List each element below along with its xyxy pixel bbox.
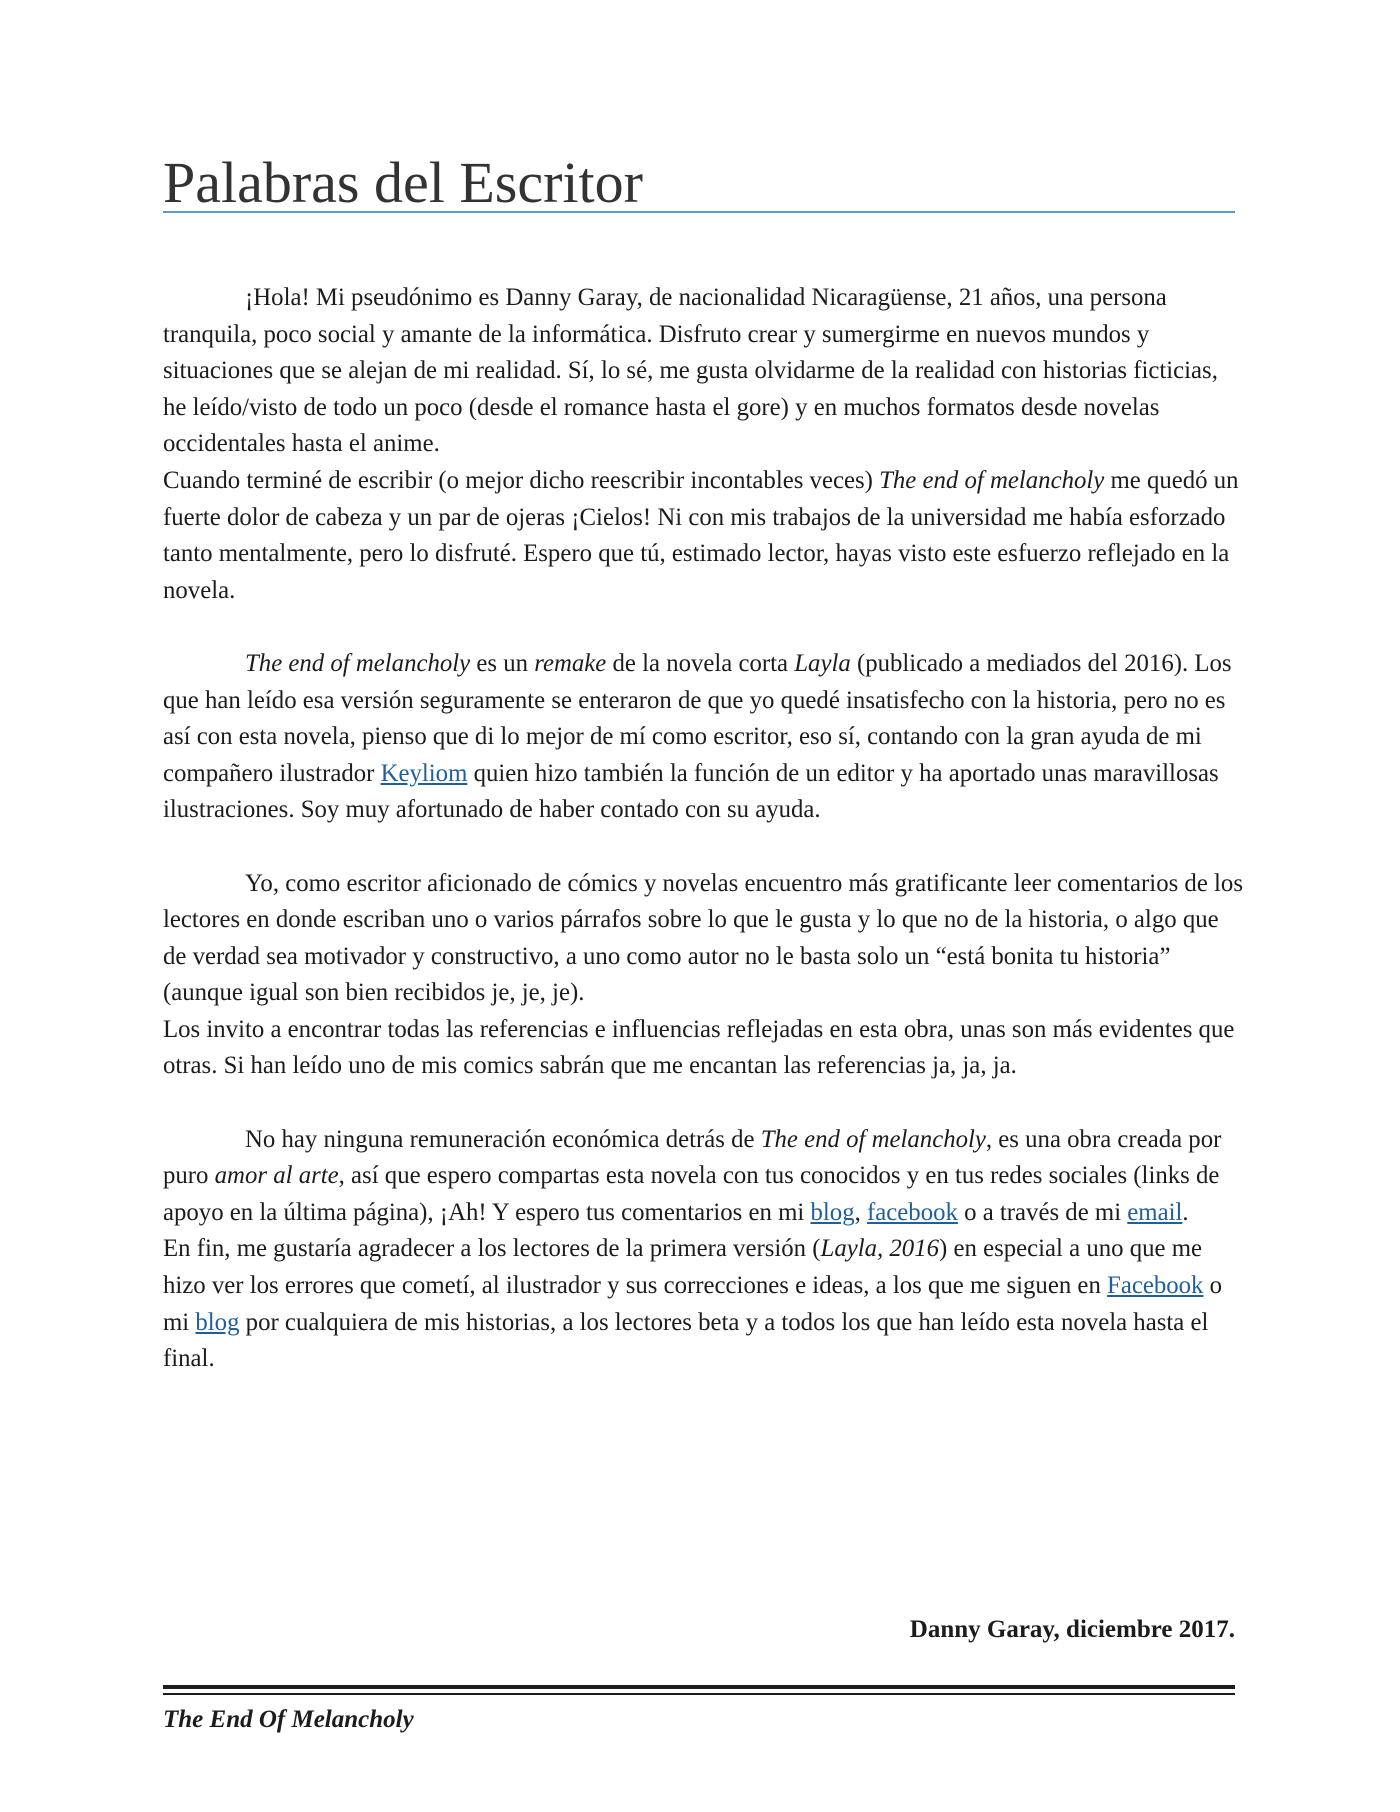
text-span: es un bbox=[470, 649, 535, 677]
page-title: Palabras del Escritor bbox=[163, 150, 643, 215]
layla-2016-italic: Layla, 2016 bbox=[820, 1235, 940, 1263]
text-span: quien hizo también la función de un editor y ha aportado unas maravillosas ilustraciones. Soy muy afortunado de haber contado con su ayuda. bbox=[163, 759, 1219, 824]
text-span: Los invito a encontrar todas las referencias e influencias reflejadas en esta obra, unas son más evidentes que otras. Si han leído uno de mis comics sabrán que me encantan las referencias ja, ja, ja. bbox=[163, 1015, 1235, 1080]
text-span: , bbox=[854, 1198, 868, 1226]
text-span: Yo, como escritor aficionado de cómics y novelas encuentro más gratificante leer comentarios de los lectores en donde escriban uno o varios párrafos sobre lo que le gusta y lo que no de la historia, o algo que de verdad sea motivador y constructivo, a uno como autor no le basta solo un “está bonita tu historia” (aunque igual son bien recibidos je, je, je). bbox=[163, 869, 1243, 1007]
text-span: o a través de mi bbox=[957, 1198, 1128, 1226]
footer-book-title: The End Of Melancholy bbox=[163, 1706, 414, 1733]
paragraph-references bbox=[163, 1012, 1243, 1085]
text-span: Cuando terminé de escribir (o mejor dicho reescribir incontables veces) bbox=[163, 466, 880, 494]
paragraph-thanks bbox=[163, 1231, 1243, 1377]
facebook-link[interactable]: facebook bbox=[867, 1198, 958, 1226]
text-span: ) en especial a uno que me hizo ver los errores que cometí, al ilustrador y sus correcciones e ideas, a los que me siguen en bbox=[163, 1235, 1203, 1300]
title-underline bbox=[163, 211, 1235, 213]
text-span: . bbox=[1182, 1198, 1189, 1226]
paragraph-intro bbox=[163, 280, 1243, 463]
paragraph-gap bbox=[163, 829, 1243, 866]
text-span: , así que espero compartas esta novela con tus conocidos y en tus redes sociales (links de apoyo en la última página), ¡Ah! Y espero tus comentarios en mi bbox=[163, 1162, 1220, 1226]
text-span: de la novela corta bbox=[606, 649, 795, 677]
facebook-link-2[interactable]: Facebook bbox=[1107, 1272, 1204, 1300]
paragraph-comments bbox=[163, 866, 1243, 1012]
paragraph-remake bbox=[163, 646, 1243, 829]
text-span: , es una obra creada por puro bbox=[163, 1125, 1222, 1190]
text-span: me quedó un fuerte dolor de cabeza y un par de ojeras ¡Cielos! Ni con mis trabajos de la universidad me había esforzado tanto mentalmente, pero lo disfruté. Espero que tú, estimado lector, hayas visto este esfuerzo reflejado en la novela. bbox=[163, 466, 1239, 604]
paragraph-gap bbox=[163, 609, 1243, 646]
book-title-italic: The end of melancholy bbox=[879, 466, 1105, 494]
text-span: por cualquiera de mis historias, a los lectores beta y a todos los que han leído esta novela hasta el final. bbox=[163, 1308, 1209, 1373]
book-title-italic: The end of melancholy bbox=[760, 1125, 986, 1153]
text-span: o mi bbox=[163, 1272, 1223, 1336]
paragraph-writing-effort bbox=[163, 463, 1243, 609]
text-span: En fin, me gustaría agradecer a los lectores de la primera versión ( bbox=[163, 1235, 821, 1263]
text-span: No hay ninguna remuneración económica detrás de bbox=[245, 1125, 761, 1153]
paragraph-no-remuneration bbox=[163, 1122, 1243, 1232]
footer-rule-thick bbox=[163, 1685, 1235, 1689]
document-body bbox=[163, 280, 1243, 1378]
remake-italic: remake bbox=[534, 649, 607, 677]
text-span: (publicado a mediados del 2016). Los que han leído esa versión seguramente se enteraron de que yo quedé insatisfecho con la historia, pero no es así con esta novela, pienso que di lo mejor de mí como escritor, eso sí, contando con la gran ayuda de mi compañero ilustrador bbox=[163, 649, 1232, 787]
blog-link-2[interactable]: blog bbox=[195, 1308, 240, 1336]
keyliom-link[interactable]: Keyliom bbox=[380, 759, 468, 787]
layla-italic: Layla bbox=[794, 649, 851, 677]
book-title-italic: The end of melancholy bbox=[245, 649, 471, 677]
blog-link[interactable]: blog bbox=[810, 1198, 855, 1226]
email-link[interactable]: email bbox=[1127, 1198, 1183, 1226]
text-span: ¡Hola! Mi pseudónimo es Danny Garay, de nacionalidad Nicaragüense, 21 años, una persona tranquila, poco social y amante de la informática. Disfruto crear y sumergirme en nuevos mundos y situaciones que se alejan de mi realidad. Sí, lo sé, me gusta olvidarme de la realidad con historias ficticias, he leído/visto de todo un poco (desde el romance hasta el gore) y en muchos formatos desde novelas occidentales hasta el anime. bbox=[163, 284, 1218, 458]
author-signature: Danny Garay, diciembre 2017. bbox=[909, 1616, 1235, 1643]
paragraph-gap bbox=[163, 1085, 1243, 1122]
amor-al-arte-italic: amor al arte bbox=[214, 1162, 339, 1190]
footer-rule-thin bbox=[163, 1693, 1235, 1695]
